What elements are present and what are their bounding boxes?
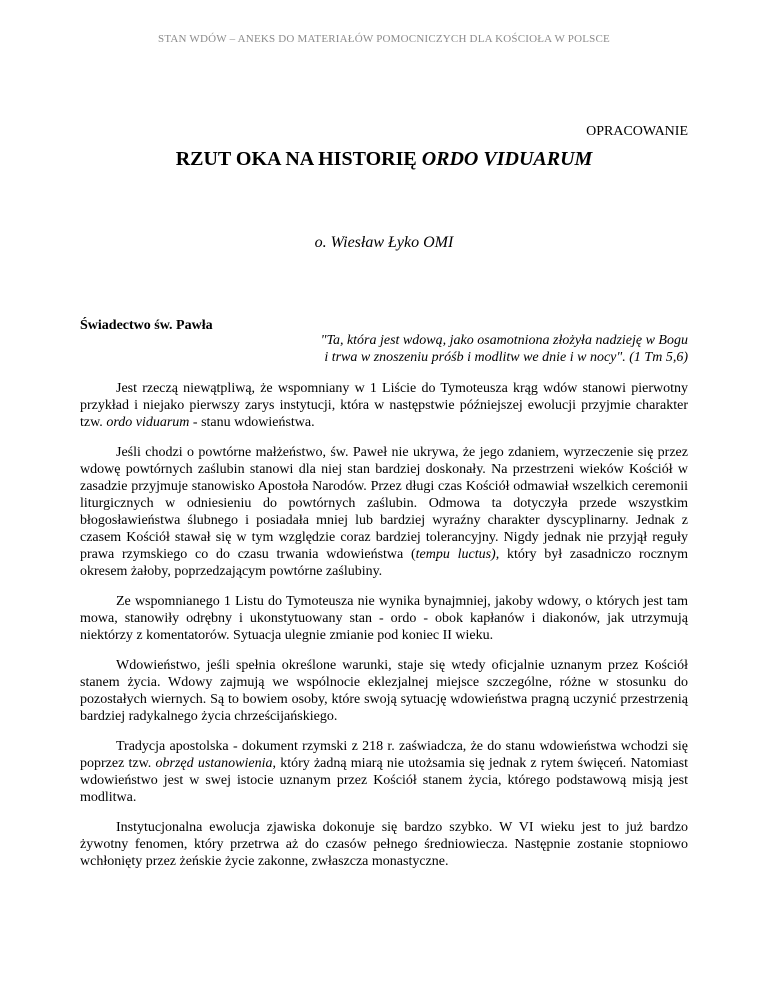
paragraph-italic: obrzęd ustanowienia: [155, 756, 273, 771]
paragraph-italic: tempu luctus),: [415, 547, 500, 562]
title-text: RZUT OKA NA HISTORIĘ: [175, 148, 422, 170]
quote-line: i trwa w znoszeniu próśb i modlitw we dnie i w nocy". (1 Tm 5,6): [324, 350, 688, 365]
paragraph-text: Jest rzeczą niewątpliwą, że wspomniany w 1 Liście do Tymoteusza krąg wdów stanowi pierwotny przykład i niejako pierwszy zarys instytucji, która w następstwie późniejszej ewolucji przyjmie charakter tzw.: [80, 381, 688, 430]
paragraph: [80, 380, 688, 431]
paragraph: [80, 738, 688, 806]
body-text: [80, 380, 688, 883]
paragraph-text: który był zasadniczo rocznym okresem żałoby, poprzedzającym powtórne zaślubiny.: [80, 547, 688, 579]
epigraph-quote: [248, 332, 688, 366]
paragraph-italic: ordo viduarum: [106, 415, 190, 430]
paragraph: Ze wspomnianego 1 Listu do Tymoteusza nie wynika bynajmniej, jakoby wdowy, o których jest tam mowa, stanowiły odrębny i ukonstytuowany stan - ordo - obok kapłanów i diakonów, jak utrzymują niektórzy z komentatorów. Sytuacja ulegnie zmianie pod koniec II wieku.: [80, 594, 688, 643]
paragraph-text: - stanu wdowieństwa.: [189, 415, 315, 430]
paragraph-text: Tradycja apostolska - dokument rzymski z 218 r. zaświadcza, że do stanu wdowieństwa wchodzi się poprzez tzw.: [80, 739, 688, 771]
quote-line: "Ta, która jest wdową, jako osamotniona złożyła nadzieję w Bogu: [320, 333, 688, 348]
paragraph: [80, 444, 688, 580]
paragraph-text: , który żadną miarą nie utożsamia się jednak z rytem święceń. Natomiast wdowieństwo jest w swej istocie uznanym przez Kościół stanem życia, którego podstawową misją jest modlitwa.: [80, 756, 688, 805]
running-header: STAN WDÓW – ANEKS DO MATERIAŁÓW POMOCNICZYCH DLA KOŚCIOŁA W POLSCE: [158, 33, 610, 45]
paragraph-text: Jeśli chodzi o powtórne małżeństwo, św. Paweł nie ukrywa, że jego zdaniem, wyrzeczenie się przez wdowę powtórnych zaślubin stanowi dla niej stan bardziej doskonały. Na przestrzeni wieków Kościół w zasadzie przyjmuje stanowisko Apostoła Narodów. Przez długi czas Kościół odmawiał wszelkich ceremonii liturgicznych w odniesieniu do powtórnych zaślubin. Odmowa ta dotyczyła przede wszystkim błogosławieństwa ślubnego i posiadała mniej lub bardziej wyraźny charakter dyscyplinarny. Jednak z czasem Kościół stawał się w tym względzie coraz bardziej tolerancyjny. Nigdy jednak nie przyjął reguły prawa rzymskiego co do czasu trwania wdowieństwa (: [80, 445, 688, 562]
paragraph: Instytucjonalna ewolucja zjawiska dokonuje się bardzo szybko. W VI wieku jest to już bardzo żywotny fenomen, który przetrwa aż do czasów pełnego średniowiecza. Następnie zostanie stopniowo wchłonięty przez żeńskie życie zakonne, zwłaszcza monastyczne.: [80, 820, 688, 869]
title-italic-text: ORDO VIDUARUM: [421, 148, 593, 170]
paragraph: Wdowieństwo, jeśli spełnia określone warunki, staje się wtedy oficjalnie uznanym przez Kościół stanem życia. Wdowy zajmują we wspólnocie eklezjalnej miejsce szczególne, różne w stosunku do pozostałych wiernych. Są to bowiem osoby, które swoją sytuację wdowieństwa pragną uczynić przestrzenią bardziej radykalnego życia chrześcijańskiego.: [80, 658, 688, 724]
section-heading: Świadectwo św. Pawła: [80, 318, 213, 333]
author-line: o. Wiesław Łyko OMI: [314, 234, 454, 251]
document-title: [0, 148, 768, 171]
document-category: OPRACOWANIE: [586, 124, 688, 139]
